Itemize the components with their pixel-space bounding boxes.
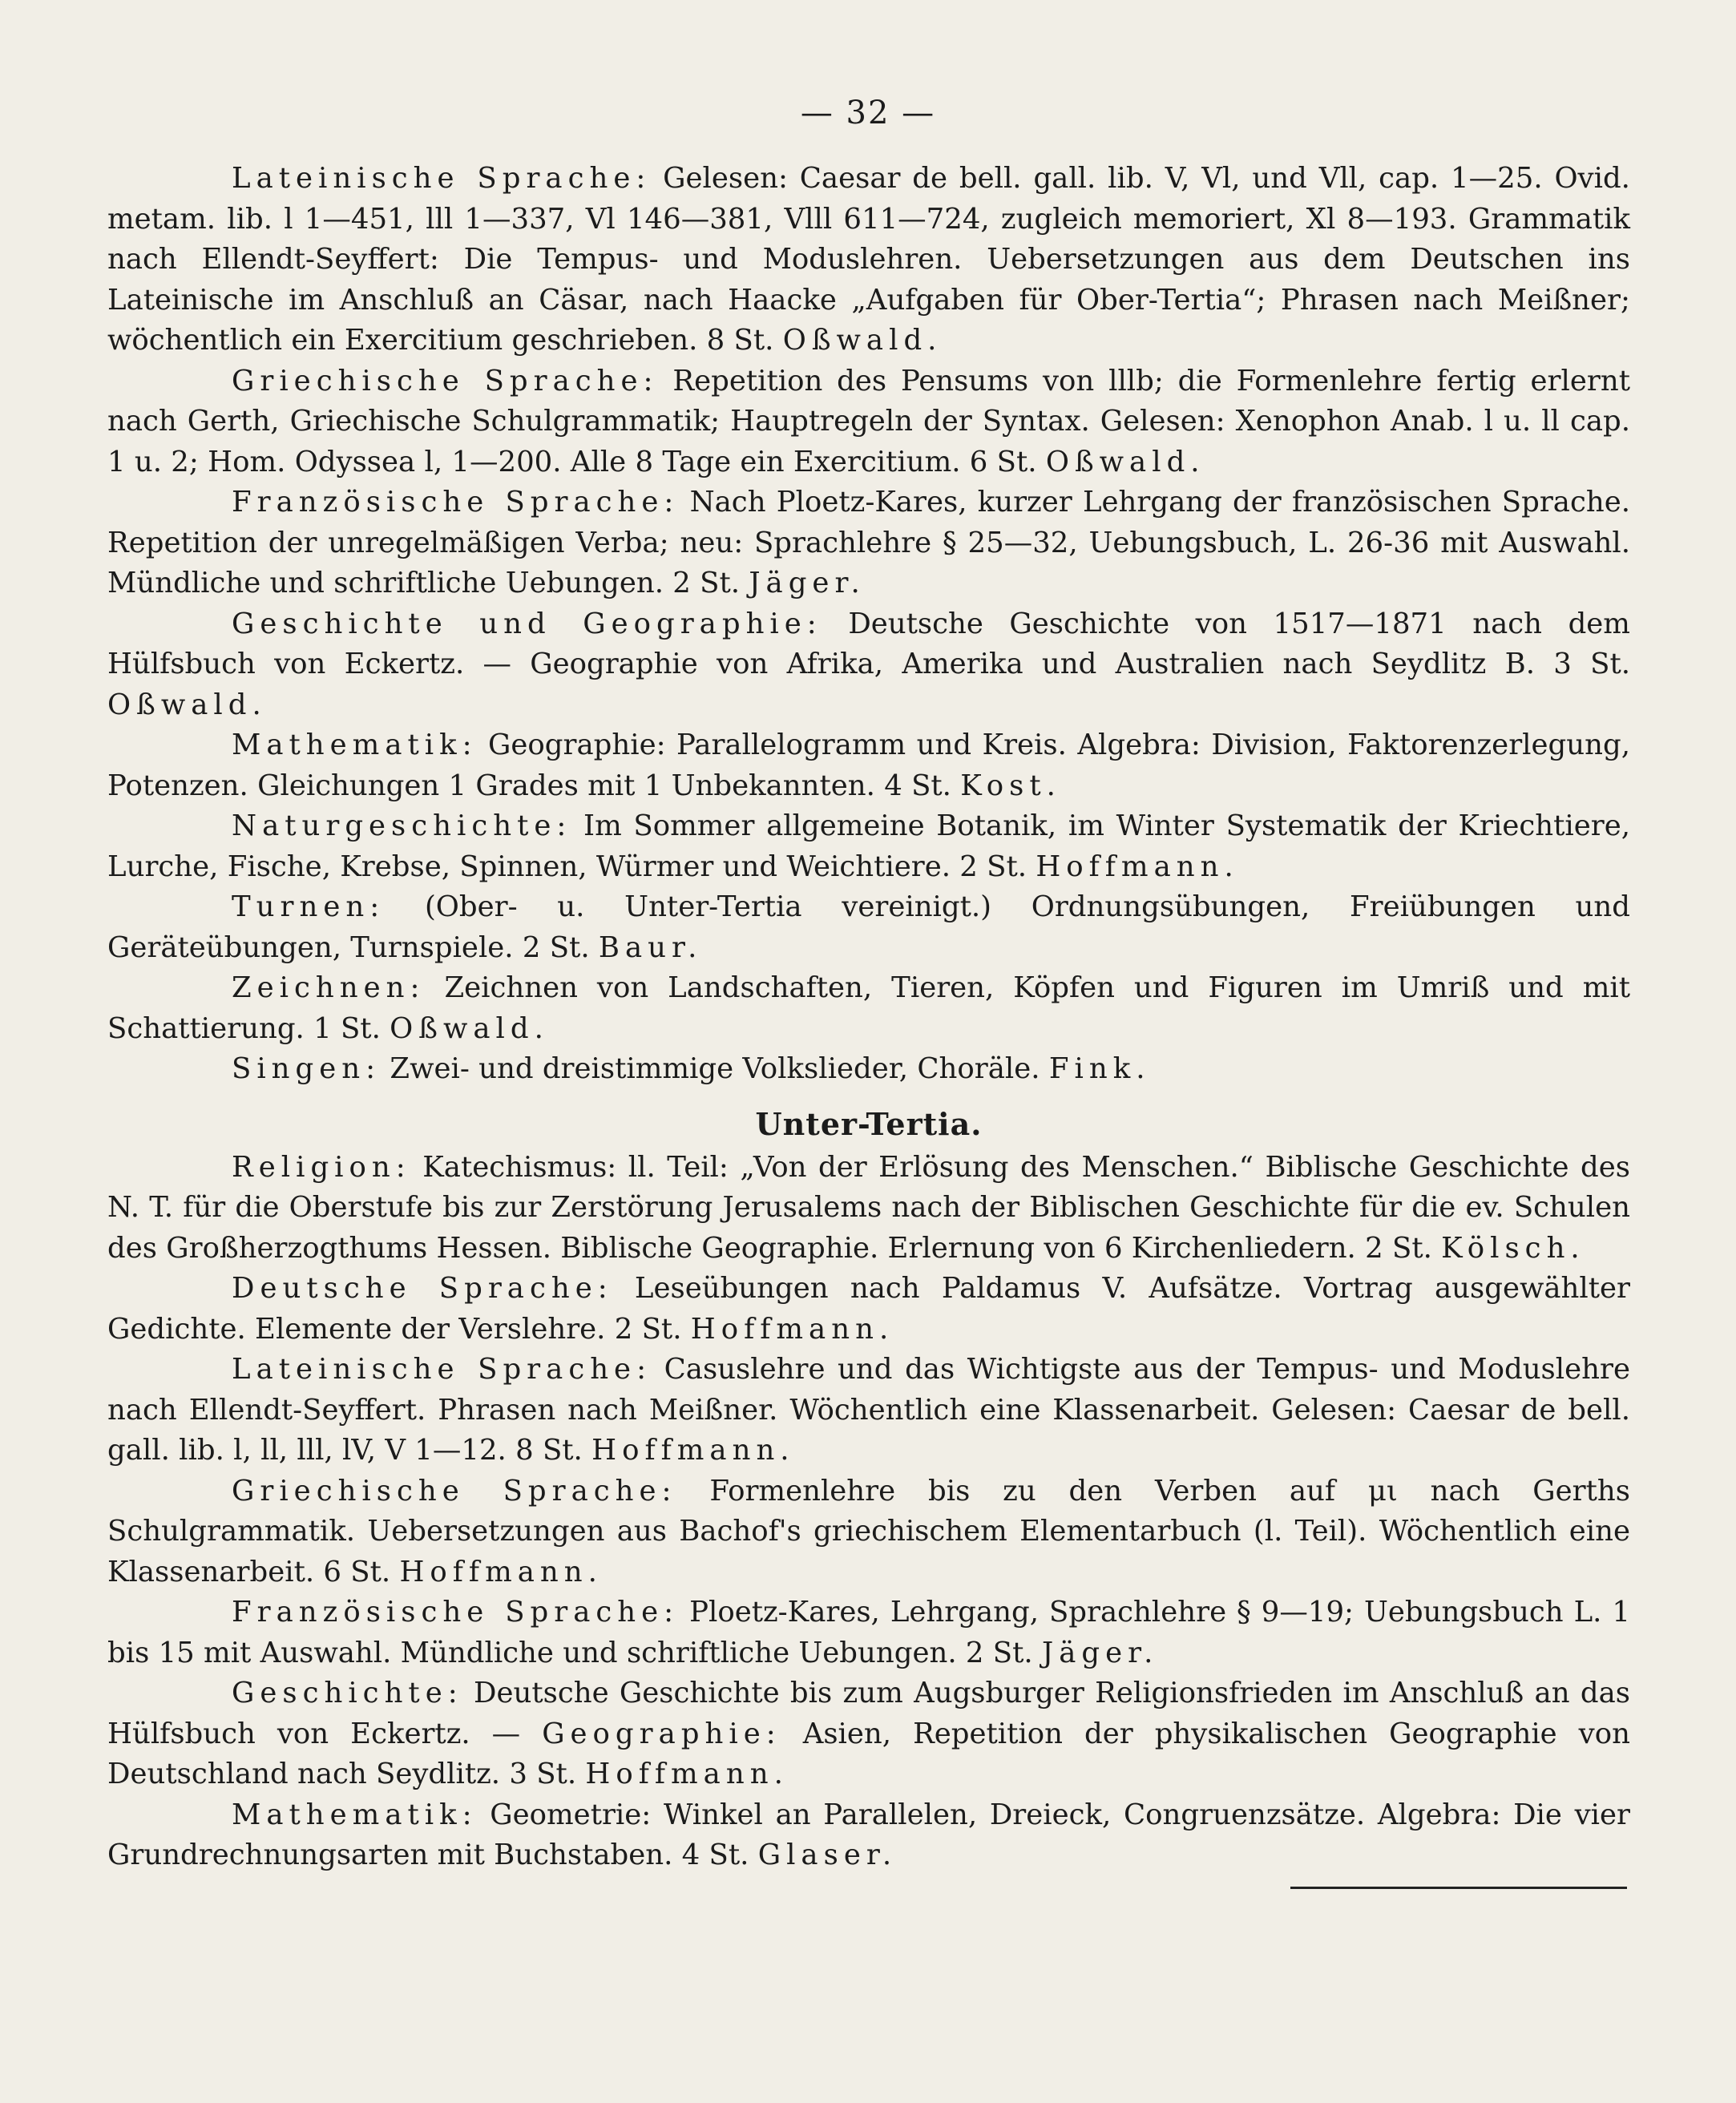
body-text <box>107 159 1630 1876</box>
paragraph-math-ober <box>107 725 1630 806</box>
teacher-name: Hoffmann. <box>399 1555 603 1588</box>
paragraph-text-secondary: Asien, Repetition der physikalischen Geographie von Deutschland nach Seydlitz. 3 St. <box>107 1717 1630 1790</box>
paragraph-text: Casuslehre und das Wichtigste aus der Tempus- und Moduslehre nach Ellendt-Seyffert. Phrasen nach Meißner. Wöchentlich eine Klassenarbeit. Gelesen: Caesar de bell. gall. lib. l, ll, lll, lV, V 1—12. 8 St. <box>107 1353 1630 1467</box>
paragraph-text: Zeichnen von Landschaften, Tieren, Köpfen und Figuren im Umriß und mit Schattierung. 1 St. <box>107 971 1630 1045</box>
paragraph-text: Zwei- und dreistimmige Volkslieder, Choräle. <box>390 1052 1040 1085</box>
subject-heading: Turnen: <box>232 890 386 923</box>
subject-heading: Singen: <box>232 1052 382 1085</box>
paragraph-text: (Ober- u. Unter-Tertia vereinigt.) Ordnungsübungen, Freiübungen und Geräteübungen, Turnspiele. 2 St. <box>107 890 1631 964</box>
subject-heading: Geschichte: <box>232 1677 463 1709</box>
paragraph-text: Repetition des Pensums von lllb; die Formenlehre fertig erlernt nach Gerth, Griechische Schulgrammatik; Hauptregeln der Syntax. Gelesen: Xenophon Anab. l u. ll cap. 1 u. 2; Hom. Odyssea l, 1—200. Alle 8 Tage ein Exercitium. 6 St. <box>107 364 1630 478</box>
subject-heading: Naturgeschichte: <box>232 809 572 842</box>
paragraph-french-unter <box>107 1592 1630 1673</box>
paragraph-singing-ober <box>107 1049 1630 1090</box>
paragraph-history-geography-ober <box>107 604 1630 726</box>
paragraph-math-unter <box>107 1795 1630 1876</box>
paragraph-drawing-ober <box>107 968 1630 1049</box>
subject-heading: Deutsche Sprache: <box>232 1272 613 1305</box>
subject-heading: Geschichte und Geographie: <box>232 607 822 640</box>
subject-heading: Zeichnen: <box>232 971 426 1004</box>
paragraph-natural-history-ober <box>107 806 1630 887</box>
paragraph-text: Ploetz-Kares, Lehrgang, Sprachlehre § 9—19; Uebungsbuch L. 1 bis 15 mit Auswahl. Mündliche und schriftliche Uebungen. 2 St. <box>107 1596 1630 1669</box>
underline-rule <box>1290 1887 1627 1889</box>
section-title: Unter-Tertia. <box>755 1105 983 1142</box>
teacher-name: Hoffmann. <box>591 1434 795 1467</box>
paragraph-text: Formenlehre bis zu den Verben auf μι nach Gerths Schulgrammatik. Uebersetzungen aus Bachof's griechischem Elementarbuch (l. Teil). Wöchentlich eine Klassenarbeit. 6 St. <box>107 1474 1630 1588</box>
paragraph-latin-ober <box>107 159 1630 361</box>
teacher-name: Glaser. <box>757 1839 898 1871</box>
teacher-name: Hoffmann. <box>585 1758 789 1790</box>
subject-heading: Religion: <box>232 1150 411 1184</box>
paragraph-text: Leseübungen nach Paldamus V. Aufsätze. Vortrag ausgewählter Gedichte. Elemente der Verslehre. 2 St. <box>107 1272 1630 1346</box>
subject-heading: Mathematik: <box>232 729 478 761</box>
paragraph-text: Nach Ploetz-Kares, kurzer Lehrgang der französischen Sprache. Repetition der unregelmäßigen Verba; neu: Sprachlehre § 25—32, Uebungsbuch, L. 26-36 mit Auswahl. Mündliche und schriftliche Uebungen. 2 St. <box>107 486 1630 599</box>
paragraph-history-unter <box>107 1673 1630 1795</box>
paragraph-text: Katechismus: ll. Teil: „Von der Erlösung des Menschen.“ Biblische Geschichte des N. T. für die Oberstufe bis zur Zerstörung Jerusalems nach der Biblischen Geschichte für die ev. Schulen des Großherzogthums Hessen. Biblische Geographie. Erlernung von 6 Kirchenliedern. 2 St. <box>107 1150 1630 1265</box>
teacher-name: Oßwald. <box>1045 445 1205 478</box>
teacher-name: Kölsch. <box>1441 1231 1585 1265</box>
paragraph-text: Geographie: Parallelogramm und Kreis. Algebra: Division, Faktorenzerlegung, Potenzen. Gleichungen 1 Grades mit 1 Unbekannten. 4 St. <box>107 729 1630 802</box>
subject-heading: Französische Sprache: <box>232 1596 680 1629</box>
paragraph-text: Deutsche Geschichte bis zum Augsburger Religionsfrieden im Anschluß an das Hülfsbuch von Eckertz. — <box>107 1677 1630 1750</box>
paragraph-text: Gelesen: Caesar de bell. gall. lib. V, Vl, und Vll, cap. 1—25. Ovid. metam. lib. l 1—451, lll 1—337, Vl 146—381, Vlll 611—724, zugleich memoriert, Xl 8—193. Grammatik nach Ellendt-Seyffert: Die Tempus- und Moduslehren. Uebersetzungen aus dem Deutschen ins Lateinische im Anschluß an Cäsar, nach Haacke „Aufgaben für Ober-Tertia“; Phrasen nach Meißner; wöchentlich ein Exercitium geschrieben. 8 St. <box>107 162 1630 357</box>
page-number: — 32 — <box>800 95 936 131</box>
subject-heading-secondary: Geographie: <box>542 1717 781 1750</box>
teacher-name: Oßwald. <box>390 1011 549 1045</box>
paragraph-text: Geometrie: Winkel an Parallelen, Dreieck, Congruenzsätze. Algebra: Die vier Grundrechnungsarten mit Buchstaben. 4 St. <box>107 1798 1630 1871</box>
subject-heading: Französische Sprache: <box>232 486 680 519</box>
subject-heading: Griechische Sprache: <box>232 364 659 398</box>
subject-heading: Lateinische Sprache: <box>232 162 652 195</box>
teacher-name: Oßwald. <box>107 688 267 721</box>
teacher-name: Hoffmann. <box>1036 850 1239 883</box>
teacher-name: Jäger. <box>1041 1636 1159 1669</box>
teacher-name: Fink. <box>1048 1052 1151 1085</box>
subject-heading: Mathematik: <box>232 1798 478 1831</box>
paragraph-text: Deutsche Geschichte von 1517—1871 nach dem Hülfsbuch von Eckertz. — Geographie von Afrika, Amerika und Australien nach Seydlitz B. 3 St. <box>107 607 1630 680</box>
paragraph-french-ober <box>107 482 1630 604</box>
teacher-name: Oßwald. <box>782 324 943 357</box>
paragraph-latin-unter <box>107 1350 1630 1471</box>
subject-heading: Griechische Sprache: <box>232 1474 677 1508</box>
teacher-name: Kost. <box>960 769 1061 802</box>
paragraph-greek-ober <box>107 361 1630 483</box>
paragraph-german-unter <box>107 1269 1630 1350</box>
subject-heading: Lateinische Sprache: <box>232 1353 652 1386</box>
paragraph-greek-unter <box>107 1471 1630 1593</box>
paragraph-text: Im Sommer allgemeine Botanik, im Winter Systematik der Kriechtiere, Lurche, Fische, Krebse, Spinnen, Würmer und Weichtiere. 2 St. <box>107 809 1630 883</box>
paragraph-gymnastics-ober <box>107 887 1630 968</box>
teacher-name: Baur. <box>598 930 703 964</box>
teacher-name: Hoffmann. <box>690 1312 894 1346</box>
paragraph-religion-unter <box>107 1148 1630 1269</box>
teacher-name: Jäger. <box>749 567 866 599</box>
